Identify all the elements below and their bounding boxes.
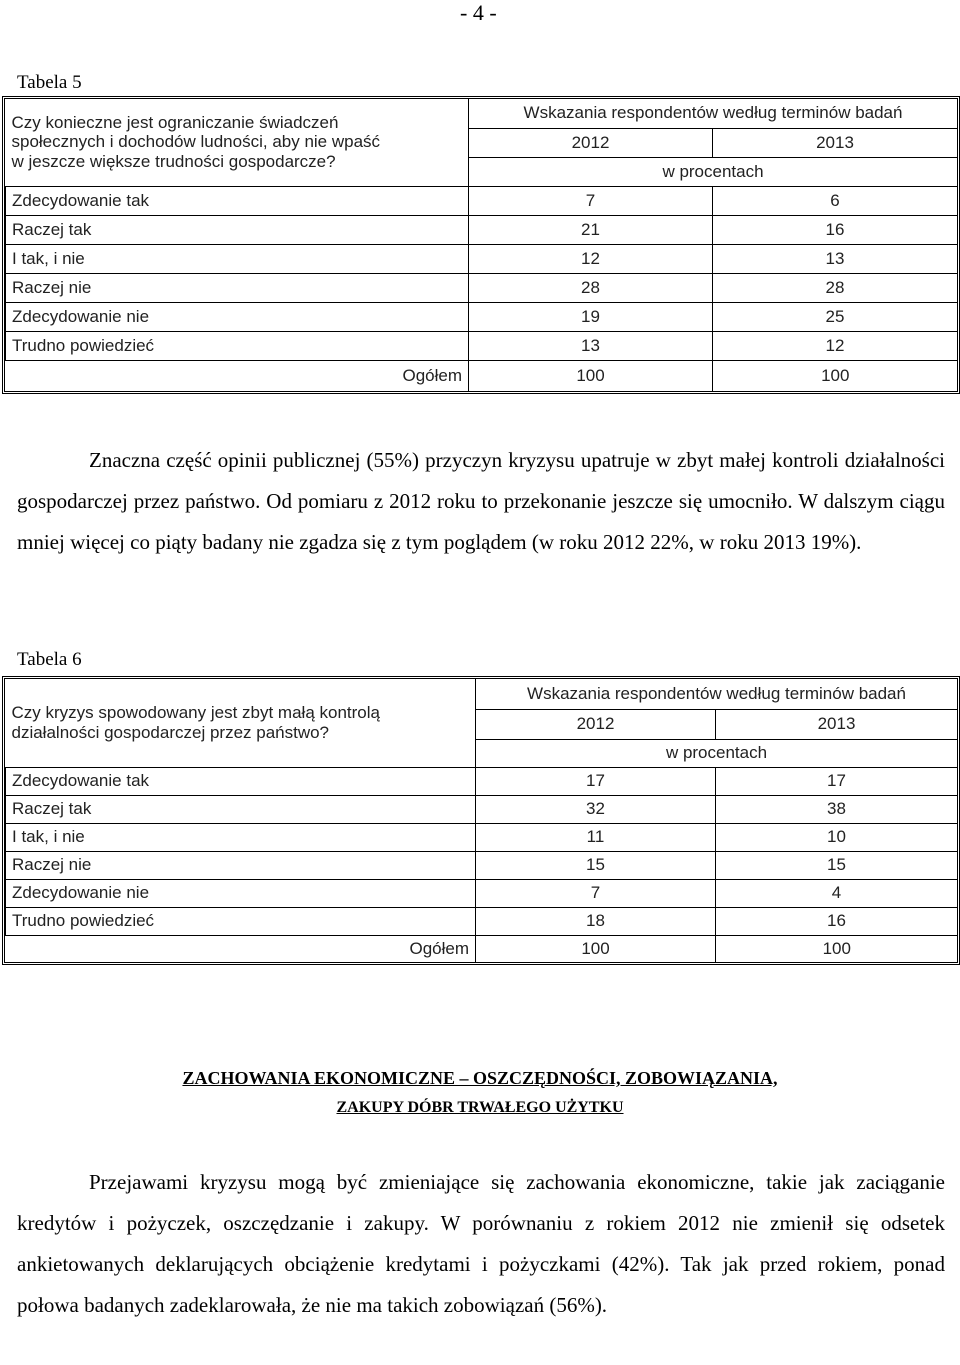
table-row: Zdecydowanie nie 7 4 [6, 879, 958, 907]
table5-unit: w procentach [469, 157, 958, 186]
table6-year-2013: 2013 [716, 709, 958, 739]
table-row: Raczej nie 15 15 [6, 851, 958, 879]
table-total-row: Ogółem 100 100 [6, 935, 958, 963]
section-heading-line1: ZACHOWANIA EKONOMICZNE – OSZCZĘDNOŚCI, ZOBOWIĄZANIA, [182, 1068, 778, 1088]
table5-year-2012: 2012 [469, 128, 713, 157]
table6 [5, 679, 958, 963]
table-row: I tak, i nie 12 13 [6, 244, 958, 273]
table-row: Zdecydowanie nie 19 25 [6, 302, 958, 331]
table6-question: Czy kryzys spowodowany jest zbyt małą kontrolą działalności gospodarczej przez państwo? [6, 679, 476, 767]
table5-year-2013: 2013 [713, 128, 958, 157]
table5-label: Tabela 5 [17, 72, 82, 93]
table-total-row: Ogółem 100 100 [6, 360, 958, 391]
section-heading-line2: ZAKUPY DÓBR TRWAŁEGO UŻYTKU [336, 1099, 624, 1116]
table-row: Zdecydowanie tak 17 17 [6, 767, 958, 795]
table-row: Trudno powiedzieć 13 12 [6, 331, 958, 360]
paragraph-2: Przejawami kryzysu mogą być zmieniające się zachowania ekonomiczne, takie jak zaciąganie kredytów i pożyczek, oszczędzanie i zakupy. W porównaniu z rokiem 2012 nie zmienił się odsetek ankietowanych deklarujących obciążenie kredytami i pożyczkami (42%). Tak jak przed rokiem, ponad połowa badanych zadeklarowała, że nie ma takich zobowiązań (56%). [17, 1170, 945, 1317]
table-row: Trudno powiedzieć 18 16 [6, 907, 958, 935]
table6-header: Wskazania respondentów według terminów badań [476, 679, 958, 709]
table5-question: Czy konieczne jest ograniczanie świadczeń społecznych i dochodów ludności, aby nie wpaść w jeszcze większe trudności gospodarcze? [6, 99, 469, 186]
table6-unit: w procentach [476, 739, 958, 767]
table5-header: Wskazania respondentów według terminów badań [469, 99, 958, 128]
table6-year-2012: 2012 [476, 709, 716, 739]
table-row: Raczej tak 21 16 [6, 215, 958, 244]
table-row: I tak, i nie 11 10 [6, 823, 958, 851]
table-row: Raczej nie 28 28 [6, 273, 958, 302]
table6-label: Tabela 6 [17, 649, 82, 670]
table-row: Raczej tak 32 38 [6, 795, 958, 823]
table-row: Zdecydowanie tak 7 6 [6, 186, 958, 215]
table5 [5, 99, 958, 391]
paragraph-1: Znaczna część opinii publicznej (55%) przyczyn kryzysu upatruje w zbyt małej kontroli działalności gospodarczej przez państwo. Od pomiaru z 2012 roku to przekonanie jeszcze się umocniło. W dalszym ciągu mniej więcej co piąty badany nie zgadza się z tym poglądem (w roku 2012 22%, w roku 2013 19%). [17, 448, 945, 554]
page-number: - 4 - [460, 0, 497, 25]
section-heading [0, 1063, 960, 1123]
